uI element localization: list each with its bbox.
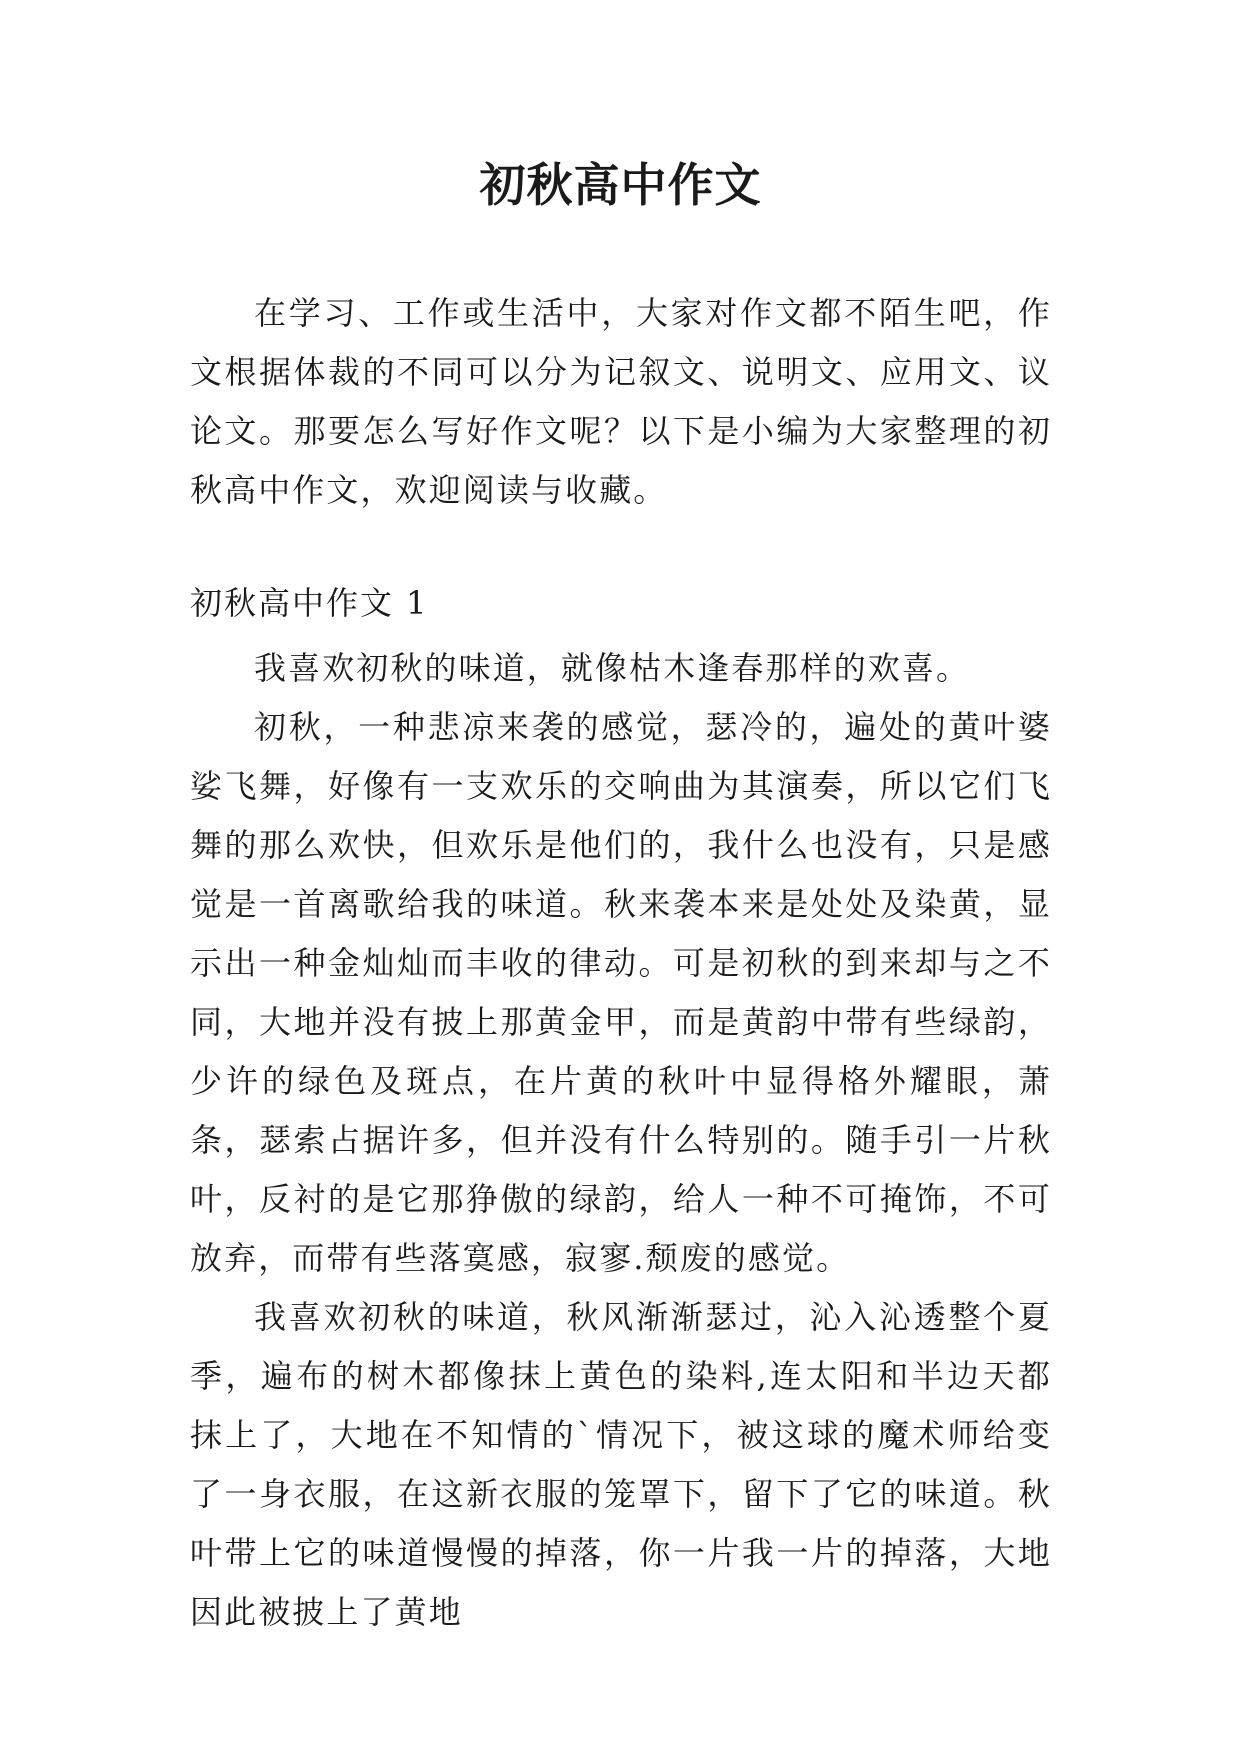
essay-paragraph: 我喜欢初秋的味道，秋风渐渐瑟过，沁入沁透整个夏季，遍布的树木都像抹上黄色的染料,连太阳和半边天都抹上了，大地在不知情的`情况下，被这球的魔术师给变了一身衣服，在这新衣服的笼罩下，留下了它的味道。秋叶带上它的味道慢慢的掉落，你一片我一片的掉落，大地因此被披上了黄地 [190, 1298, 1052, 1631]
essay-section [190, 574, 1052, 1642]
document-title: 初秋高中作文 [479, 158, 762, 212]
intro-paragraph: 在学习、工作或生活中，大家对作文都不陌生吧，作文根据体裁的不同可以分为记叙文、说明文、应用文、议论文。那要怎么写好作文呢？以下是小编为大家整理的初秋高中作文，欢迎阅读与收藏。 [190, 294, 1052, 509]
essay-heading: 初秋高中作文 1 [190, 584, 429, 622]
intro-section [190, 284, 1052, 520]
essay-paragraph: 初秋，一种悲凉来袭的感觉，瑟冷的，遍处的黄叶婆娑飞舞，好像有一支欢乐的交响曲为其演奏，所以它们飞舞的那么欢快，但欢乐是他们的，我什么也没有，只是感觉是一首离歌给我的味道。秋来袭本来是处处及染黄，显示出一种金灿灿而丰收的律动。可是初秋的到来却与之不同，大地并没有披上那黄金甲，而是黄韵中带有些绿韵，少许的绿色及斑点，在片黄的秋叶中显得格外耀眼，萧条，瑟索占据许多，但并没有什么特别的。随手引一片秋叶，反衬的是它那狰傲的绿韵，给人一种不可掩饰，不可放弃，而带有些落寞感，寂寥.颓废的感觉。 [190, 708, 1052, 1277]
essay-paragraph: 我喜欢初秋的味道，就像枯木逢春那样的欢喜。 [254, 649, 971, 687]
